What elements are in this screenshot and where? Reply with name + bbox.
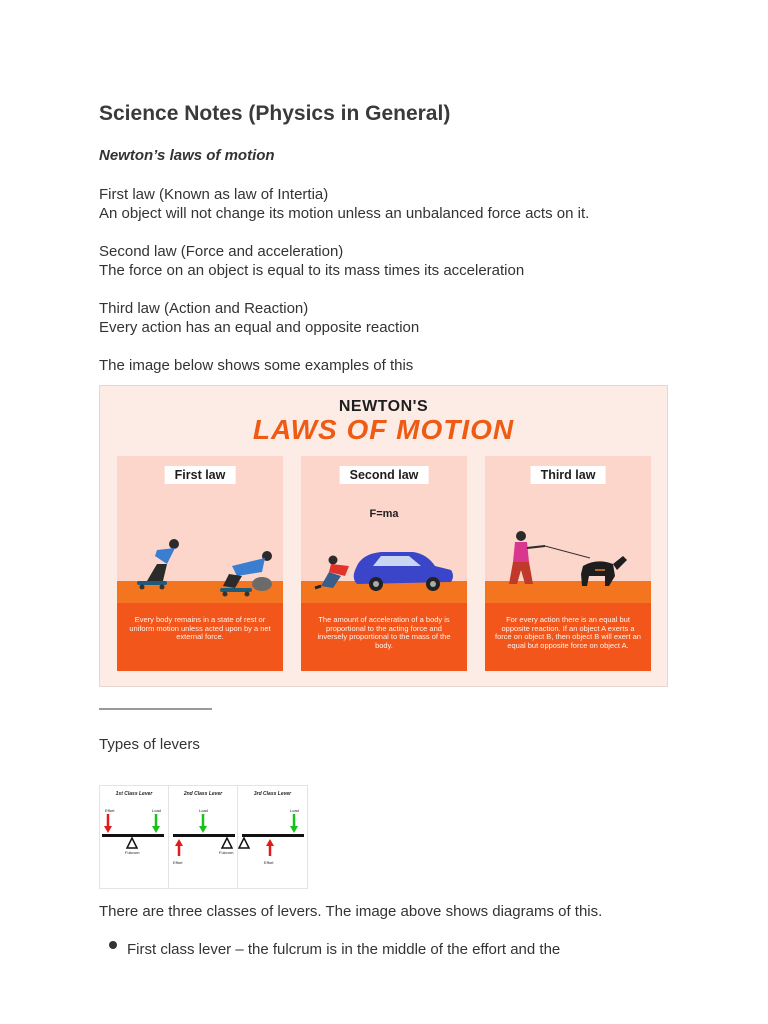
second-law-card: [301, 456, 467, 671]
load-label: Load: [199, 808, 208, 813]
newtons-laws-image: [99, 385, 668, 687]
fulcrum-label: Fulcrum: [125, 850, 140, 855]
pushing-car-illustration: [301, 526, 467, 606]
law-1-heading: First law (Known as law of Intertia): [99, 186, 329, 203]
third-law-label: Third law: [531, 466, 606, 484]
second-class-lever-panel: [169, 786, 238, 888]
law-1-text: An object will not change its motion unless an unbalanced force acts on it.: [99, 205, 590, 222]
lever-panel-title: 3rd Class Lever: [253, 791, 292, 797]
section-subtitle: Newton’s laws of motion: [99, 147, 275, 164]
fulcrum-label: Fulcrum: [219, 850, 234, 855]
lever-panel-title: 1st Class Lever: [115, 791, 153, 797]
dog-walking-illustration: [485, 526, 651, 606]
second-class-lever-diagram: [169, 786, 238, 888]
load-label: Load: [290, 808, 299, 813]
bullet-item-1: First class lever – the fulcrum is in the middle of the effort and the: [127, 941, 561, 958]
page-title: Science Notes (Physics in General): [99, 102, 451, 125]
law-1-paragraph: [99, 185, 589, 223]
first-class-lever-diagram: [100, 786, 169, 888]
law-3-paragraph: [99, 299, 419, 337]
bullet-marker: [109, 941, 117, 949]
third-class-lever-panel: [238, 786, 307, 888]
second-law-label: Second law: [340, 466, 429, 484]
infographic-heading-main: LAWS OF MOTION: [252, 414, 515, 445]
law-2-paragraph: [99, 242, 524, 280]
effort-label: Effort: [173, 860, 183, 865]
third-law-description: For every action there is an equal but opposite reaction. If an object A exerts a force on object B, then object B will exert an equal but opposite force on object A.: [495, 615, 641, 650]
law-2-heading: Second law (Force and acceleration): [99, 243, 344, 260]
levers-heading: Types of levers: [99, 736, 200, 753]
first-class-lever-panel: [100, 786, 169, 888]
third-law-card: [485, 456, 651, 671]
infographic-heading-top: NEWTON'S: [338, 398, 429, 415]
levers-caption: There are three classes of levers. The image above shows diagrams of this.: [99, 903, 603, 920]
force-formula: F=ma: [369, 508, 399, 520]
first-law-label: First law: [165, 466, 236, 484]
effort-label: Effort: [105, 808, 115, 813]
image-intro-text: The image below shows some examples of this: [99, 357, 414, 374]
lever-classes-image: [99, 785, 308, 889]
load-label: Load: [152, 808, 161, 813]
law-2-text: The force on an object is equal to its mass times its acceleration: [99, 262, 525, 279]
effort-label: Effort: [264, 860, 274, 865]
law-3-heading: Third law (Action and Reaction): [99, 300, 309, 317]
second-law-description: The amount of acceleration of a body is proportional to the acting force and inversely proportional to the mass of the body.: [317, 615, 451, 650]
first-law-card: [117, 456, 283, 671]
section-divider: ————————: [99, 700, 211, 717]
first-law-description: Every body remains in a state of rest or uniform motion unless acted upon by a net external force.: [129, 615, 271, 642]
lever-panel-title: 2nd Class Lever: [183, 791, 223, 797]
law-3-text: Every action has an equal and opposite reaction: [99, 319, 420, 336]
skateboarders-illustration: [117, 526, 283, 606]
third-class-lever-diagram: [238, 786, 307, 888]
